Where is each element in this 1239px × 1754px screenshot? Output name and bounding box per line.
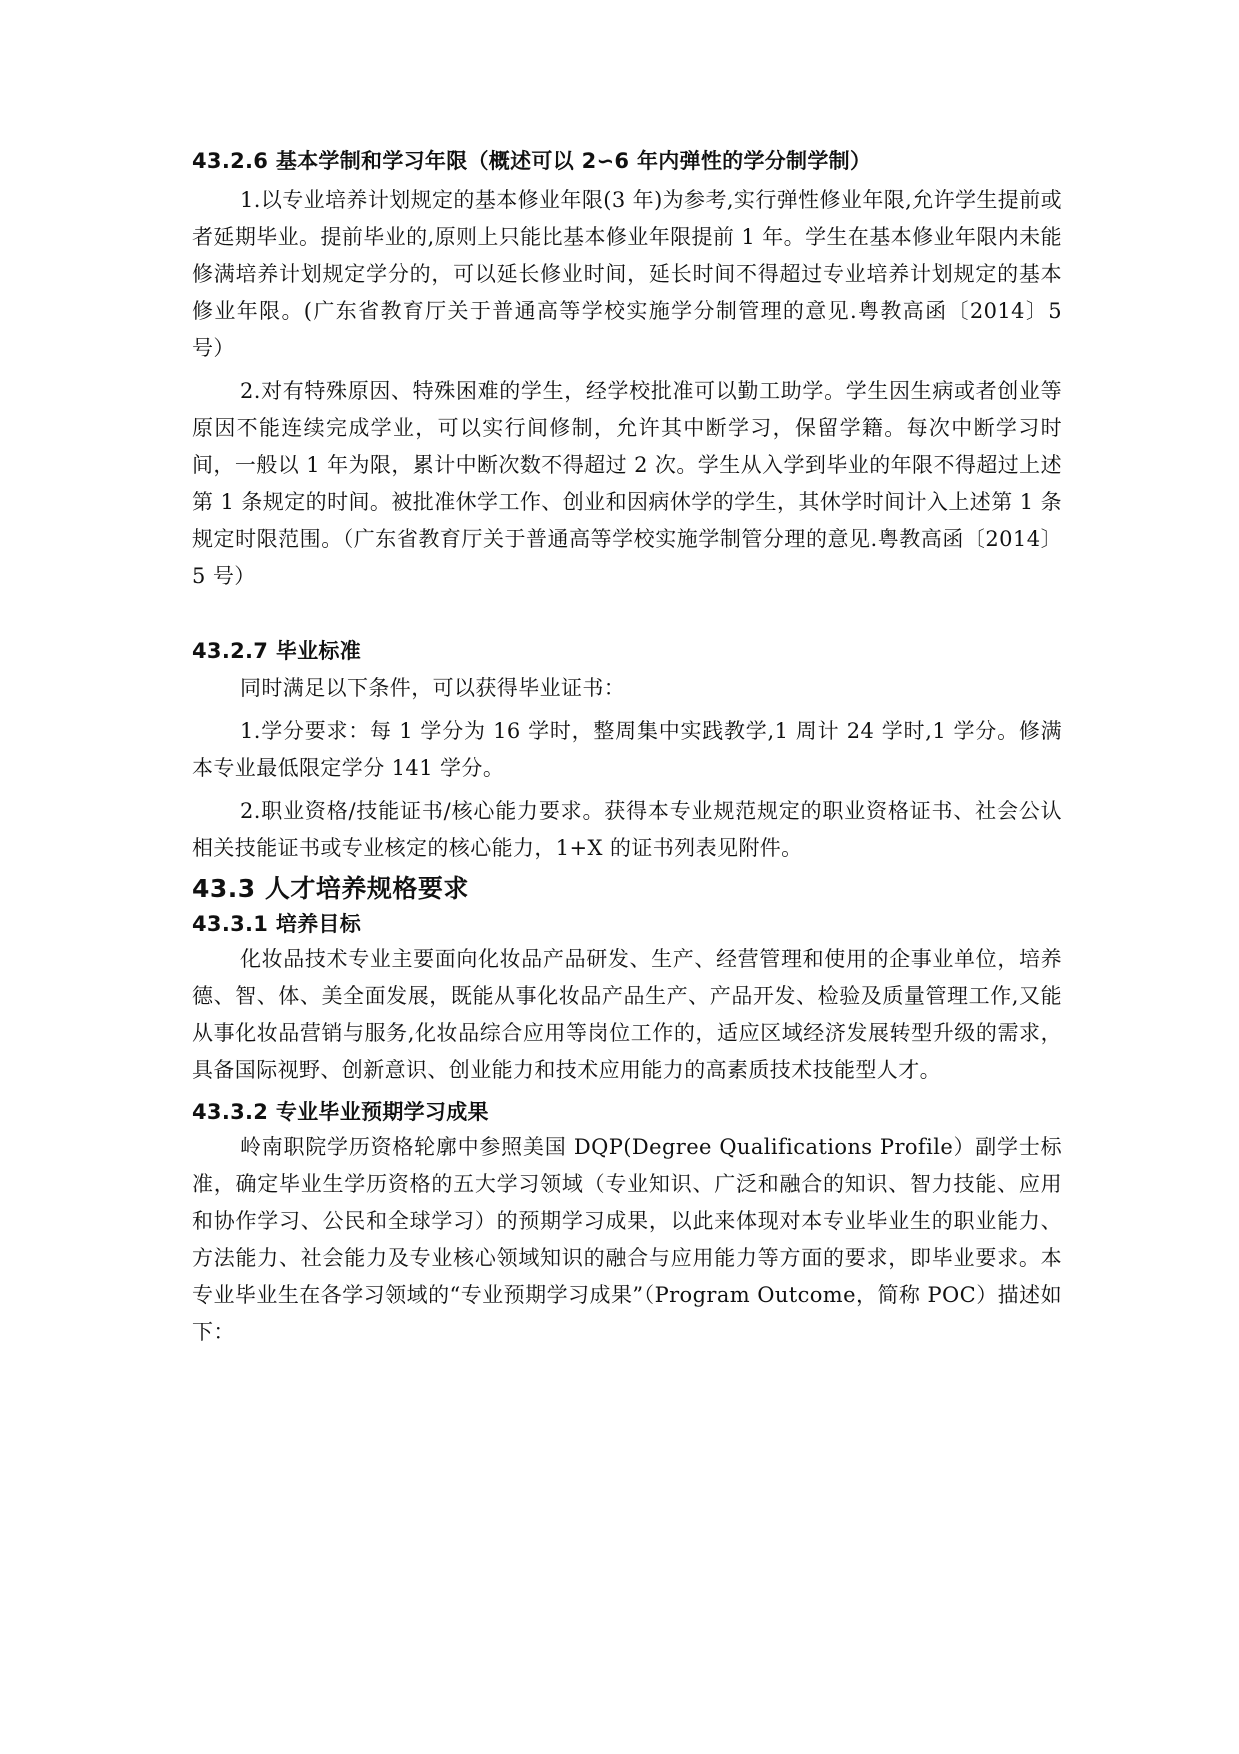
paragraph: 岭南职院学历资格轮廓中参照美国 DQP(Degree Qualifications Profile）副学士标准，确定毕业生学历资格的五大学习领域（专业知识、广泛和融合的知识、智力技能、应用和协作学习、公民和全球学习）的预期学习成果，以此来体现对本专业毕业生的职业能力、方法能力、社会能力及专业核心领域知识的融合与应用能力等方面的要求，即毕业要求。本专业毕业生在各学习领域的“专业预期学习成果”（Program Outcome，简称 POC）描述如下： <box>192 1135 1062 1344</box>
paragraph: 化妆品技术专业主要面向化妆品产品研发、生产、经营管理和使用的企事业单位，培养德、智、体、美全面发展，既能从事化妆品产品生产、产品开发、检验及质量管理工作,又能从事化妆品营销与服务,化妆品综合应用等岗位工作的，适应区域经济发展转型升级的需求，具备国际视野、创新意识、创业能力和技术应用能力的高素质技术技能型人才。 <box>192 947 1062 1082</box>
paragraph: 1.以专业培养计划规定的基本修业年限(3 年)为参考,实行弹性修业年限,允许学生提前或者延期毕业。提前毕业的,原则上只能比基本修业年限提前 1 年。学生在基本修业年限内未能修满培养计划规定学分的，可以延长修业时间，延长时间不得超过专业培养计划规定的基本修业年限。(广东省教育厅关于普通高等学校实施学分制管理的意见.粤教高函〔2014〕5 号） <box>192 188 1063 360</box>
paragraph: 2.职业资格/技能证书/核心能力要求。获得本专业规范规定的职业资格证书、社会公认相关技能证书或专业核定的核心能力，1+X 的证书列表见附件。 <box>192 799 1062 860</box>
section-heading-43-3-1: 43.3.1 培养目标 <box>192 912 362 936</box>
paragraph: 2.对有特殊原因、特殊困难的学生，经学校批准可以勤工助学。学生因生病或者创业等原因不能连续完成学业，可以实行间修制，允许其中断学习，保留学籍。每次中断学习时间，一般以 1 年为限，累计中断次数不得超过 2 次。学生从入学到毕业的年限不得超过上述第 1 条规定的时间。被批准休学工作、创业和因病休学的学生，其休学时间计入上述第 1 条规定时限范围。（广东省教育厅关于普通高等学校实施学制管分理的意见.粤教高函〔2014〕5 号） <box>192 379 1062 588</box>
paragraph: 1.学分要求：每 1 学分为 16 学时，整周集中实践教学,1 周计 24 学时,1 学分。修满本专业最低限定学分 141 学分。 <box>192 719 1062 780</box>
section-heading-43-3: 43.3 人才培养规格要求 <box>192 874 469 903</box>
page-content <box>192 146 1062 1351</box>
section-heading-43-2-7: 43.2.7 毕业标准 <box>192 639 362 663</box>
section-heading-43-2-6: 43.2.6 基本学制和学习年限（概述可以 2∽6 年内弹性的学分制学制） <box>192 149 872 173</box>
paragraph: 同时满足以下条件，可以获得毕业证书： <box>240 676 626 700</box>
section-heading-43-3-2: 43.3.2 专业毕业预期学习成果 <box>192 1100 489 1124</box>
